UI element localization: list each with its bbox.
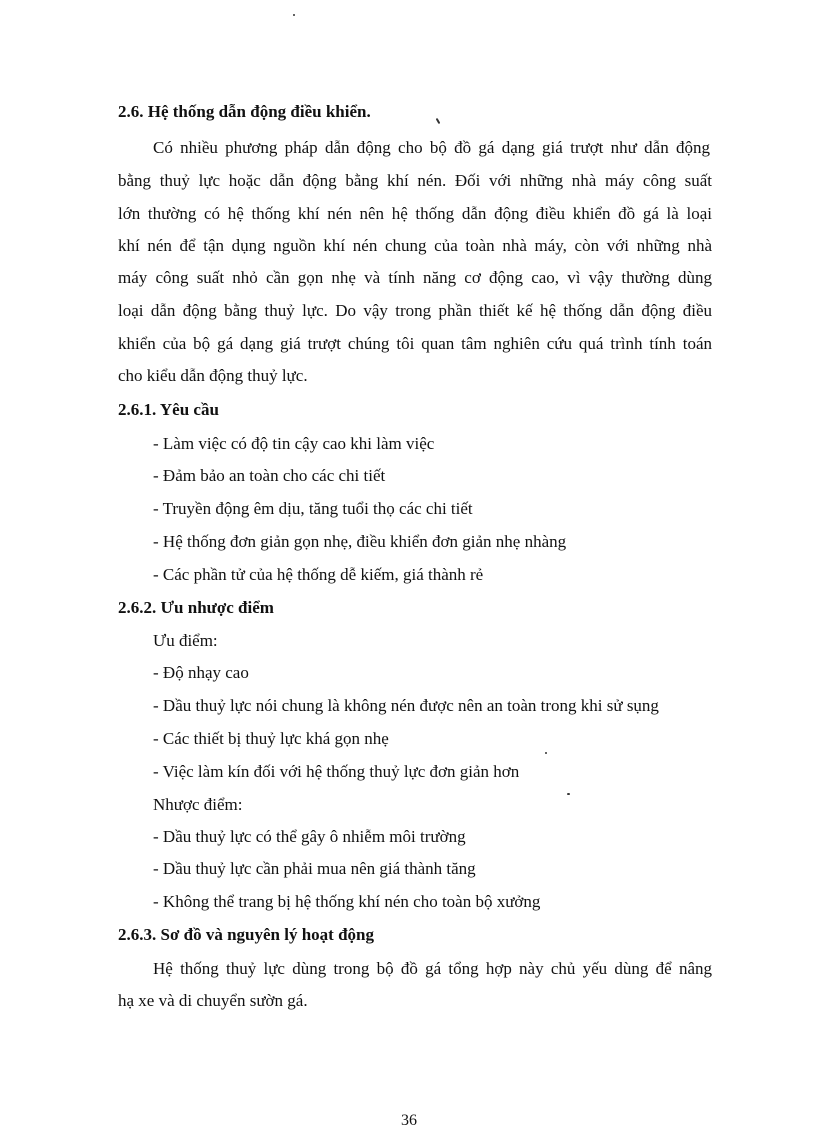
list-item: - Dầu thuỷ lực có thể gây ô nhiễm môi trường xyxy=(153,827,466,846)
page-number: 36 xyxy=(401,1112,417,1129)
list-item: - Không thể trang bị hệ thống khí nén cho toàn bộ xưởng xyxy=(153,892,541,911)
subsection-heading: 2.6.1. Yêu cầu xyxy=(118,400,219,419)
section-heading: 2.6. Hệ thống dẫn động điều khiển. xyxy=(118,102,371,121)
paragraph-line: Có nhiều phương pháp dẫn động cho bộ đồ gá dạng giá trượt như dẫn động xyxy=(153,138,710,157)
scan-speck xyxy=(436,118,441,124)
advantages-label: Ưu điểm: xyxy=(153,631,218,650)
paragraph-line: lớn thường có hệ thống khí nén nên hệ thống dẫn động điều khiển đồ gá là loại xyxy=(118,204,712,223)
list-item: - Đảm bảo an toàn cho các chi tiết xyxy=(153,466,386,485)
paragraph-line: khí nén để tận dụng nguồn khí nén chung của toàn nhà máy, còn với những nhà xyxy=(118,236,712,255)
list-item: - Việc làm kín đối với hệ thống thuỷ lực đơn giản hơn xyxy=(153,762,520,781)
list-item: - Dầu thuỷ lực cần phải mua nên giá thành tăng xyxy=(153,859,476,878)
scan-speck xyxy=(545,752,547,754)
scan-speck xyxy=(567,793,570,795)
paragraph-line: hạ xe và di chuyển sườn gá. xyxy=(118,991,308,1010)
list-item: - Làm việc có độ tin cậy cao khi làm việc xyxy=(153,434,435,453)
subsection-heading: 2.6.2. Ưu nhược điểm xyxy=(118,598,274,617)
paragraph-line: bằng thuỷ lực hoặc dẫn động bằng khí nén. Đối với những nhà máy công suất xyxy=(118,171,712,190)
paragraph-line: Hệ thống thuỷ lực dùng trong bộ đồ gá tổng hợp này chủ yếu dùng để nâng xyxy=(153,959,712,978)
paragraph-line: loại dẫn động bằng thuỷ lực. Do vậy trong phần thiết kế hệ thống dẫn động điều xyxy=(118,301,712,320)
subsection-heading: 2.6.3. Sơ đồ và nguyên lý hoạt động xyxy=(118,925,374,944)
scan-speck xyxy=(293,14,295,16)
list-item: - Truyền động êm dịu, tăng tuổi thọ các chi tiết xyxy=(153,499,473,518)
paragraph-line: khiển của bộ gá dạng giá trượt chúng tôi quan tâm nghiên cứu quá trình tính toán xyxy=(118,334,712,353)
paragraph-line: máy công suất nhỏ cần gọn nhẹ và tính năng cơ động cao, vì vậy thường dùng xyxy=(118,268,712,287)
list-item: - Các phần tử của hệ thống dễ kiếm, giá thành rẻ xyxy=(153,565,484,584)
list-item: - Hệ thống đơn giản gọn nhẹ, điều khiển đơn giản nhẹ nhàng xyxy=(153,532,567,551)
list-item: - Các thiết bị thuỷ lực khá gọn nhẹ xyxy=(153,729,389,748)
list-item: - Độ nhạy cao xyxy=(153,663,249,682)
list-item: - Dầu thuỷ lực nói chung là không nén được nên an toàn trong khi sử sụng xyxy=(153,696,659,715)
paragraph-line: cho kiểu dẫn động thuỷ lực. xyxy=(118,366,308,385)
disadvantages-label: Nhược điểm: xyxy=(153,795,243,814)
